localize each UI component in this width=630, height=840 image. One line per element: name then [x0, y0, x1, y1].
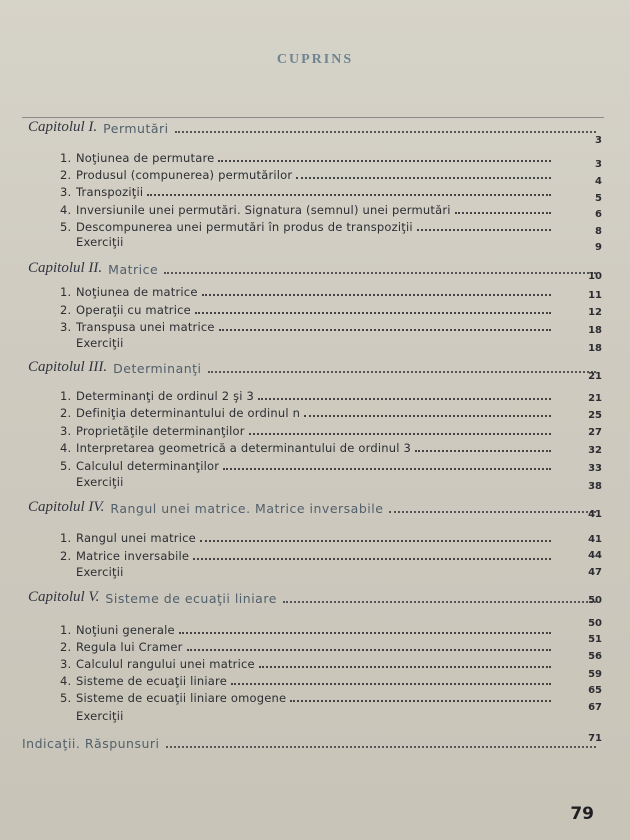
chapter-label: Capitolul V.	[28, 589, 100, 605]
leader-dots	[249, 433, 551, 435]
chapter-heading	[28, 120, 602, 136]
entry-number: 5.	[60, 220, 72, 234]
toc-entry-exercises	[76, 564, 555, 579]
entry-page: 41	[588, 534, 602, 545]
toc-entry	[60, 388, 555, 403]
entry-number: 3.	[60, 424, 72, 438]
chapter-heading	[28, 261, 602, 277]
toc-entry	[60, 458, 555, 473]
chapter-page: 10	[588, 271, 602, 282]
leader-dots	[200, 540, 551, 542]
entry-number: 2.	[60, 303, 72, 317]
entry-page: 18	[588, 343, 602, 354]
chapter-page: 21	[588, 371, 602, 382]
toc-entry	[60, 423, 555, 438]
page-number: 79	[570, 804, 594, 824]
leader-dots	[208, 371, 596, 373]
toc-entry	[60, 202, 555, 217]
leader-dots	[455, 212, 551, 214]
leader-dots	[164, 272, 596, 274]
leader-dots	[218, 160, 551, 162]
entry-page: 50	[588, 618, 602, 629]
leader-dots	[290, 700, 551, 702]
toc-entry	[60, 167, 555, 182]
leader-dots	[389, 511, 596, 513]
chapter-heading	[28, 360, 602, 376]
entry-title: Operaţii cu matrice	[76, 303, 191, 317]
entry-title: Interpretarea geometrică a determinantului de ordinul 3	[76, 441, 411, 455]
entry-title: Sisteme de ecuaţii liniare omogene	[76, 691, 287, 705]
leader-dots	[179, 632, 551, 634]
chapter-heading	[28, 500, 602, 516]
leader-dots	[166, 746, 596, 748]
entry-number: 1.	[60, 623, 72, 637]
chapter-label: Capitolul IV.	[28, 499, 105, 515]
chapter-label: Capitolul II.	[28, 260, 103, 276]
toc-entry	[60, 184, 555, 199]
entry-page: 44	[588, 550, 602, 561]
entry-title: Matrice inversabile	[76, 549, 190, 563]
chapter-heading	[22, 735, 602, 751]
entry-title: Exerciţii	[76, 235, 124, 249]
chapter-page: 41	[588, 509, 602, 520]
toc-entry	[60, 622, 555, 637]
leader-dots	[304, 415, 551, 417]
toc-entry-exercises	[76, 708, 555, 723]
entry-number: 3.	[60, 657, 72, 671]
leader-dots	[223, 468, 551, 470]
entry-title: Noţiunea de matrice	[76, 285, 198, 299]
entry-number: 4.	[60, 441, 72, 455]
entry-page: 8	[595, 226, 602, 237]
entry-page: 21	[588, 393, 602, 404]
entry-title: Descompunerea unei permutări în produs de transpoziţii	[76, 220, 413, 234]
entry-page: 51	[588, 634, 602, 645]
entry-page: 38	[588, 481, 602, 492]
chapter-label: Capitolul I.	[28, 119, 98, 135]
entry-page: 32	[588, 445, 602, 456]
chapter-page: 3	[595, 135, 602, 146]
entry-title: Produsul (compunerea) permutărilor	[76, 168, 293, 182]
entry-title: Calculul rangului unei matrice	[76, 657, 255, 671]
leader-dots	[175, 131, 596, 133]
entry-number: 3.	[60, 185, 72, 199]
toc-entry-exercises	[76, 335, 555, 350]
leader-dots	[417, 229, 551, 231]
entry-number: 5.	[60, 691, 72, 705]
entry-number: 2.	[60, 406, 72, 420]
entry-title: Noţiuni generale	[76, 623, 175, 637]
toc-entry	[60, 440, 555, 455]
entry-number: 5.	[60, 459, 72, 473]
chapter-page: 71	[588, 733, 602, 744]
entry-number: 4.	[60, 203, 72, 217]
leader-dots	[231, 683, 551, 685]
entry-page: 11	[588, 290, 602, 301]
entry-page: 59	[588, 669, 602, 680]
toc-entry	[60, 150, 555, 165]
leader-dots	[193, 558, 551, 560]
entry-page: 33	[588, 463, 602, 474]
entry-title: Transpusa unei matrice	[76, 320, 215, 334]
entry-title: Rangul unei matrice	[76, 531, 196, 545]
top-rule	[22, 117, 604, 118]
toc-entry	[60, 219, 555, 234]
toc-entry-exercises	[76, 234, 555, 249]
toc-entry	[60, 656, 555, 671]
toc-entry	[60, 405, 555, 420]
toc-entry	[60, 673, 555, 688]
entry-number: 2.	[60, 168, 72, 182]
entry-page: 12	[588, 307, 602, 318]
entry-number: 2.	[60, 640, 72, 654]
chapter-name: Matrice	[108, 262, 159, 277]
chapter-label: Capitolul III.	[28, 359, 108, 375]
toc-entry	[60, 530, 555, 545]
chapter-name: Rangul unei matrice. Matrice inversabile	[110, 501, 384, 516]
leader-dots	[147, 194, 551, 196]
entry-page: 9	[595, 242, 602, 253]
leader-dots	[258, 398, 551, 400]
leader-dots	[187, 649, 551, 651]
entry-number: 3.	[60, 320, 72, 334]
chapter-heading	[28, 590, 602, 606]
entry-number: 1.	[60, 151, 72, 165]
entry-title: Transpoziţii	[76, 185, 144, 199]
entry-title: Regula lui Cramer	[76, 640, 183, 654]
entry-page: 47	[588, 567, 602, 578]
entry-title: Sisteme de ecuaţii liniare	[76, 674, 227, 688]
leader-dots	[296, 177, 551, 179]
toc-entry	[60, 319, 555, 334]
entry-page: 3	[595, 159, 602, 170]
entry-page: 67	[588, 702, 602, 713]
chapter-name: Permutări	[103, 121, 169, 136]
chapter-page: 50	[588, 595, 602, 606]
entry-page: 65	[588, 685, 602, 696]
toc-entry	[60, 302, 555, 317]
entry-page: 25	[588, 410, 602, 421]
leader-dots	[415, 450, 551, 452]
entry-page: 18	[588, 325, 602, 336]
toc-entry-exercises	[76, 474, 555, 489]
leader-dots	[259, 666, 551, 668]
entry-page: 6	[595, 209, 602, 220]
chapter-name: Sisteme de ecuaţii liniare	[105, 591, 277, 606]
entry-number: 1.	[60, 531, 72, 545]
page-title: CUPRINS	[276, 52, 354, 67]
entry-title: Exerciţii	[76, 475, 124, 489]
entry-title: Proprietăţile determinanţilor	[76, 424, 245, 438]
entry-title: Exerciţii	[76, 565, 124, 579]
entry-number: 4.	[60, 674, 72, 688]
chapter-name: Determinanţi	[113, 361, 202, 376]
entry-title: Determinanţi de ordinul 2 şi 3	[76, 389, 255, 403]
entry-page: 4	[595, 176, 602, 187]
entry-number: 1.	[60, 389, 72, 403]
toc-entry	[60, 690, 555, 705]
chapter-name: Indicaţii. Răspunsuri	[22, 736, 160, 751]
toc-entry	[60, 548, 555, 563]
entry-number: 2.	[60, 549, 72, 563]
entry-page: 5	[595, 193, 602, 204]
leader-dots	[202, 294, 551, 296]
entry-title: Calculul determinanţilor	[76, 459, 220, 473]
entry-title: Inversiunile unei permutări. Signatura (semnul) unei permutări	[76, 203, 451, 217]
leader-dots	[195, 312, 551, 314]
leader-dots	[283, 601, 596, 603]
entry-page: 56	[588, 651, 602, 662]
entry-title: Exerciţii	[76, 336, 124, 350]
entry-title: Definiţia determinantului de ordinul n	[76, 406, 301, 420]
toc-entry	[60, 284, 555, 299]
toc-entry	[60, 639, 555, 654]
entry-page: 27	[588, 427, 602, 438]
entry-title: Noţiunea de permutare	[76, 151, 215, 165]
entry-title: Exerciţii	[76, 709, 124, 723]
entry-number: 1.	[60, 285, 72, 299]
leader-dots	[219, 329, 551, 331]
